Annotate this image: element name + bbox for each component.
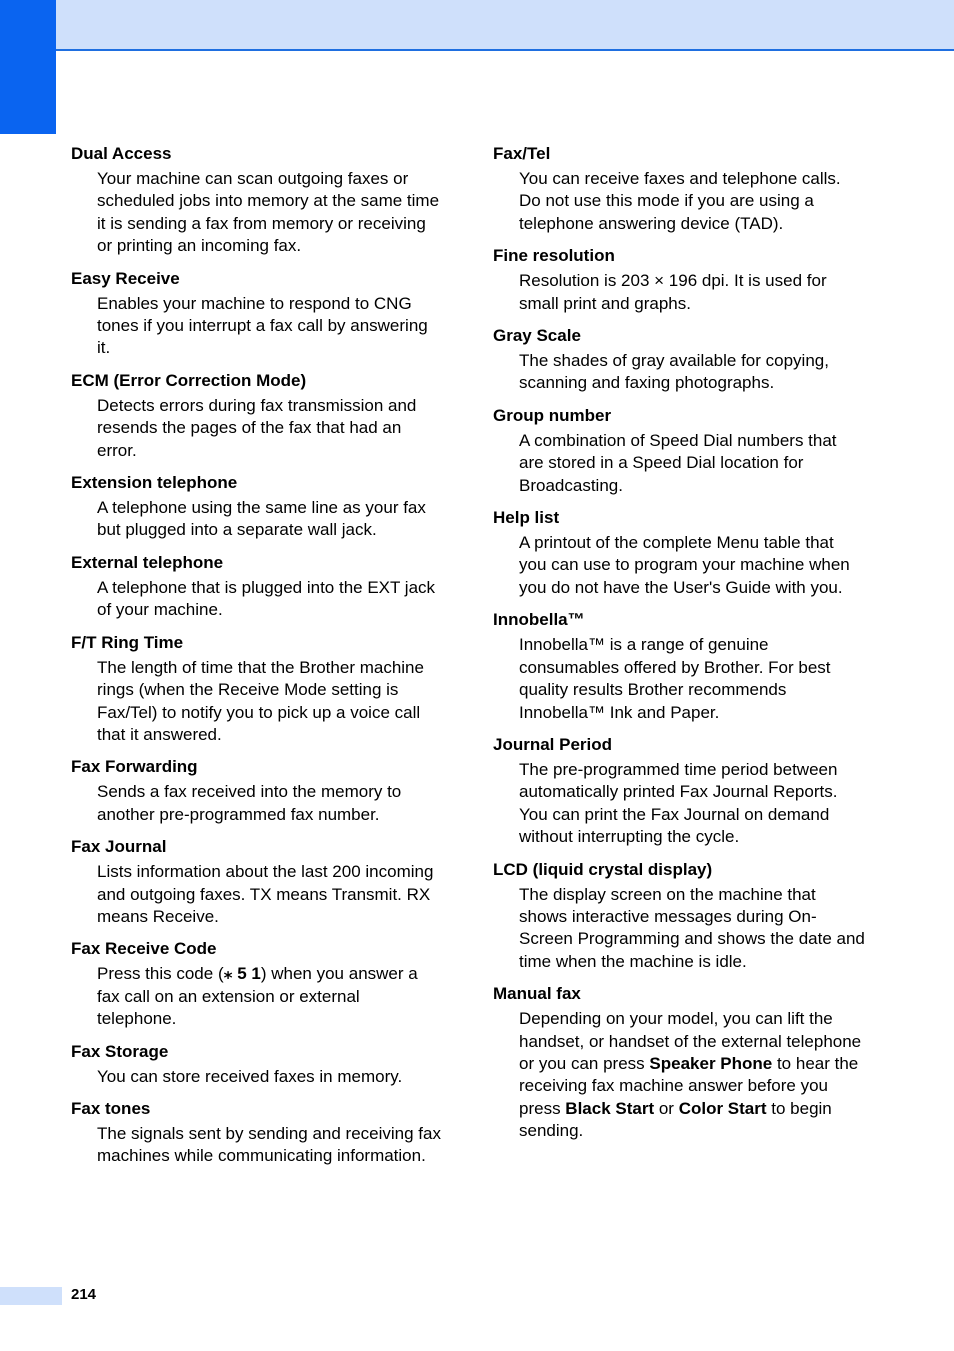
glossary-column-left	[71, 143, 443, 1178]
glossary-term: Innobella™	[493, 610, 585, 630]
page-number-tab	[0, 1287, 62, 1305]
glossary-entry	[71, 1041, 443, 1088]
glossary-term: F/T Ring Time	[71, 632, 184, 652]
glossary-definition: Sends a fax received into the memory to another pre-programmed fax number.	[97, 782, 402, 824]
glossary-definition: The pre-programmed time period between automatically printed Fax Journal Reports. You can print the Fax Journal on demand without interrupting the cycle.	[519, 759, 838, 847]
glossary-term: Dual Access	[71, 144, 172, 163]
glossary-term: Fax tones	[71, 1098, 151, 1118]
glossary-definition: The display screen on the machine that shows interactive messages during On-Screen Programming and shows the date and time when the machine is idle.	[519, 884, 865, 971]
glossary-entry	[493, 609, 865, 724]
glossary-entry	[493, 405, 865, 497]
glossary-entry	[493, 143, 865, 235]
glossary-term: Easy Receive	[71, 268, 180, 288]
glossary-term: Help list	[493, 508, 560, 528]
glossary-definition: The shades of gray available for copying, scanning and faxing photographs.	[519, 351, 829, 393]
glossary-definition: A telephone using the same line as your fax but plugged into a separate wall jack.	[97, 498, 426, 540]
glossary-definition: The length of time that the Brother machine rings (when the Receive Mode setting is Fax/Tel) to notify you to pick up a voice call that it answered.	[97, 657, 424, 744]
glossary-definition	[97, 963, 443, 1030]
definition-text: to hear the receiving fax machine answer before you press	[519, 1053, 859, 1118]
glossary-entry	[71, 472, 443, 542]
glossary-entry	[493, 507, 865, 599]
glossary-entry	[71, 836, 443, 928]
glossary-term: Fax Storage	[71, 1041, 169, 1061]
definition-text: to begin sending.	[519, 1098, 832, 1141]
glossary-definition: Innobella™ is a range of genuine consumables offered by Brother. For best quality results Brother recommends Innobella™ Ink and Paper.	[519, 635, 831, 722]
glossary-entry	[71, 1098, 443, 1168]
glossary-entry	[71, 756, 443, 826]
definition-text: ) when you answer a fax call on an extension or external telephone.	[97, 964, 418, 1029]
glossary-term: Fax/Tel	[493, 144, 551, 163]
glossary-definition: Lists information about the last 200 incoming and outgoing faxes. TX means Transmit. RX means Receive.	[97, 862, 434, 926]
page-number: 214	[71, 1286, 97, 1303]
glossary-definition: Your machine can scan outgoing faxes or scheduled jobs into memory at the same time it is sending a fax from memory or receiving or printing an incoming fax.	[97, 169, 440, 256]
glossary-definition: Resolution is 203 × 196 dpi. It is used for small print and graphs.	[519, 271, 827, 313]
definition-text: or	[654, 1098, 679, 1118]
glossary-entry	[493, 983, 865, 1142]
glossary-definition: You can receive faxes and telephone calls. Do not use this mode if you are using a telephone answering device (TAD).	[519, 169, 841, 233]
glossary-definition: Detects errors during fax transmission and resends the pages of the fax that had an error.	[97, 395, 417, 460]
glossary-entry	[71, 143, 443, 258]
glossary-term: Gray Scale	[493, 326, 581, 346]
glossary-entry	[71, 552, 443, 622]
key-name: Speaker Phone	[649, 1053, 773, 1073]
glossary-entry	[493, 245, 865, 315]
glossary-term: Fax Receive Code	[71, 939, 217, 959]
glossary-term: Fax Forwarding	[71, 757, 198, 777]
glossary-column-right	[493, 143, 865, 1153]
glossary-definition: A combination of Speed Dial numbers that are stored in a Speed Dial location for Broadcasting.	[519, 430, 837, 495]
glossary-term: Extension telephone	[71, 473, 238, 493]
glossary-definition: Enables your machine to respond to CNG tones if you interrupt a fax call by answering it.	[97, 293, 428, 358]
glossary-entry	[71, 268, 443, 360]
glossary-definition: A printout of the complete Menu table that you can use to program your machine when you do not have the User's Guide with you.	[519, 533, 850, 597]
glossary-term: Journal Period	[493, 734, 613, 754]
glossary-definition: The signals sent by sending and receiving fax machines while communicating information.	[97, 1123, 441, 1166]
glossary-term: ECM (Error Correction Mode)	[71, 370, 307, 390]
glossary-definition: A telephone that is plugged into the EXT jack of your machine.	[97, 577, 436, 620]
glossary-definition	[519, 1008, 865, 1142]
glossary-term: LCD (liquid crystal display)	[493, 859, 713, 879]
glossary-term: Fine resolution	[493, 246, 615, 266]
header-band	[0, 0, 954, 51]
glossary-entry	[493, 859, 865, 974]
key-name: Color Start	[678, 1098, 767, 1118]
chapter-tab	[0, 0, 56, 134]
glossary-entry	[71, 370, 443, 462]
glossary-term: External telephone	[71, 552, 224, 572]
definition-text: Depending on your model, you can lift the handset, or handset of the external telephone or you can press	[519, 1009, 862, 1073]
glossary-entry	[71, 632, 443, 747]
glossary-entry	[493, 325, 865, 395]
glossary-term: Fax Journal	[71, 837, 167, 857]
key-name: ⁎ 5 1	[223, 964, 261, 984]
glossary-definition: You can store received faxes in memory.	[97, 1066, 403, 1086]
definition-text: Press this code (	[97, 964, 224, 984]
glossary-term: Manual fax	[493, 984, 581, 1004]
key-name: Black Start	[565, 1098, 655, 1118]
glossary-term: Group number	[493, 405, 612, 425]
glossary-entry	[493, 734, 865, 849]
glossary-entry	[71, 938, 443, 1030]
